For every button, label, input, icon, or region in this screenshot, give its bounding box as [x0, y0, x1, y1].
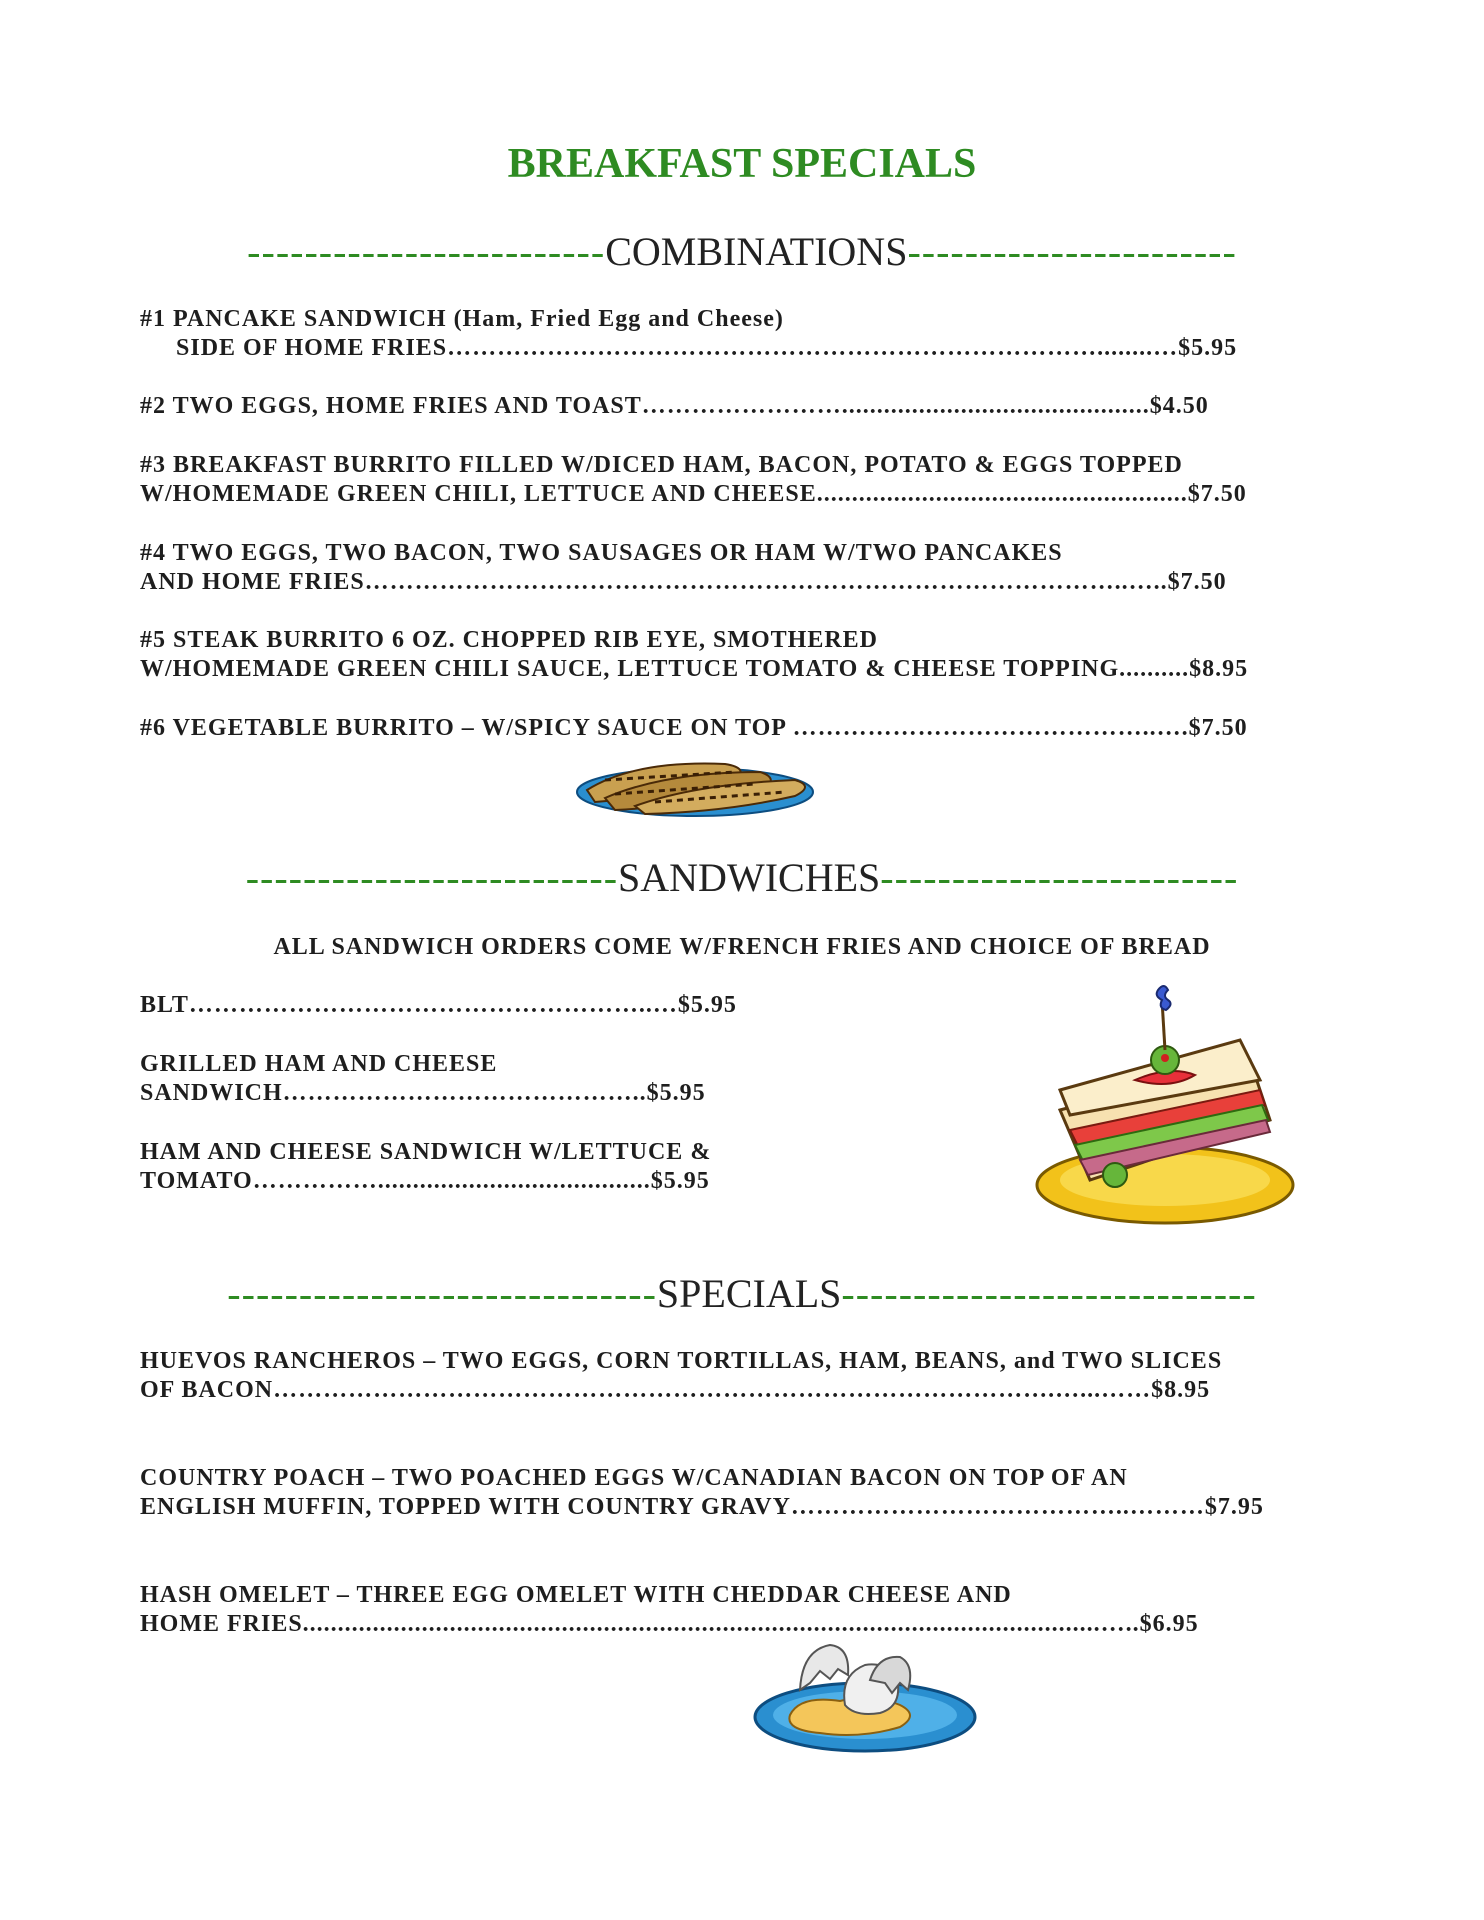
- menu-item-4-line2: AND HOME FRIES………………………………………………………………………………..…..$7.50: [140, 569, 1227, 595]
- section-header-combinations: [0, 228, 1484, 275]
- menu-item-3-line1: #3 BREAKFAST BURRITO FILLED W/DICED HAM, BACON, POTATO & EGGS TOPPED: [140, 452, 1183, 478]
- dash-rule-left: --------------------------: [245, 855, 619, 900]
- section-header-sandwiches: [0, 854, 1484, 901]
- menu-item-1-line1: #1 PANCAKE SANDWICH (Ham, Fried Egg and Cheese): [140, 306, 784, 332]
- sandwich-item-3-line2: TOMATO…………….......................................$5.95: [140, 1168, 710, 1194]
- special-item-3-line2: HOME FRIES..................................................................................................................…..$6.95: [140, 1611, 1199, 1637]
- section-title: SPECIALS: [656, 1271, 842, 1316]
- special-item-1-line1: HUEVOS RANCHEROS – TWO EGGS, CORN TORTILLAS, HAM, BEANS, and TWO SLICES: [140, 1348, 1223, 1374]
- sandwich-item-2-line1: GRILLED HAM AND CHEESE: [140, 1051, 498, 1077]
- sandwich-item-2-line2: SANDWICH……………………………………..$5.95: [140, 1080, 706, 1106]
- page-title: BREAKFAST SPECIALS: [507, 141, 977, 187]
- dash-rule-left: ------------------------------: [227, 1271, 657, 1316]
- special-item-2-line1: COUNTRY POACH – TWO POACHED EGGS W/CANADIAN BACON ON TOP OF AN: [140, 1465, 1128, 1491]
- dash-rule-right: -------------------------: [880, 855, 1239, 900]
- dash-rule-right: -----------------------------: [841, 1271, 1257, 1316]
- dash-rule-right: -----------------------: [907, 229, 1237, 274]
- menu-item-6-line1: #6 VEGETABLE BURRITO – W/SPICY SAUCE ON TOP ……………………………………..….$7.50: [140, 715, 1248, 741]
- dash-rule-left: -------------------------: [247, 229, 606, 274]
- section-title: SANDWICHES: [618, 855, 881, 900]
- sandwich-item-1-line1: BLT………………………………………………..…$5.95: [140, 992, 737, 1018]
- menu-item-5-line2: W/HOMEMADE GREEN CHILI SAUCE, LETTUCE TOMATO & CHEESE TOPPING..........$8.95: [140, 656, 1249, 682]
- cracked-egg-plate-icon: [750, 1635, 980, 1755]
- menu-item-1-line2: SIDE OF HOME FRIES……………………………………………………………………........…$5.95: [176, 335, 1238, 361]
- special-item-3-line1: HASH OMELET – THREE EGG OMELET WITH CHEDDAR CHEESE AND: [140, 1582, 1012, 1608]
- menu-item-3-line2: W/HOMEMADE GREEN CHILI, LETTUCE AND CHEESE.....................................................$7.50: [140, 481, 1247, 507]
- burrito-plate-icon: [575, 750, 825, 820]
- menu-item-4-line1: #4 TWO EGGS, TWO BACON, TWO SAUSAGES OR HAM W/TWO PANCAKES: [140, 540, 1063, 566]
- menu-item-2-line1: #2 TWO EGGS, HOME FRIES AND TOAST……………………............................................$4.50: [140, 393, 1209, 419]
- menu-item-5-line1: #5 STEAK BURRITO 6 OZ. CHOPPED RIB EYE, SMOTHERED: [140, 627, 879, 653]
- section-header-specials: [0, 1270, 1484, 1317]
- club-sandwich-icon: [1030, 980, 1300, 1230]
- section-title: COMBINATIONS: [605, 229, 908, 274]
- special-item-2-line2: ENGLISH MUFFIN, TOPPED WITH COUNTRY GRAVY…………………………………..………$7.95: [140, 1494, 1264, 1520]
- sandwich-note: ALL SANDWICH ORDERS COME W/FRENCH FRIES AND CHOICE OF BREAD: [273, 934, 1211, 960]
- special-item-1-line2: OF BACON………………………………………………………………………………….…...……$8.95: [140, 1377, 1211, 1403]
- sandwich-item-3-line1: HAM AND CHEESE SANDWICH W/LETTUCE &: [140, 1139, 712, 1165]
